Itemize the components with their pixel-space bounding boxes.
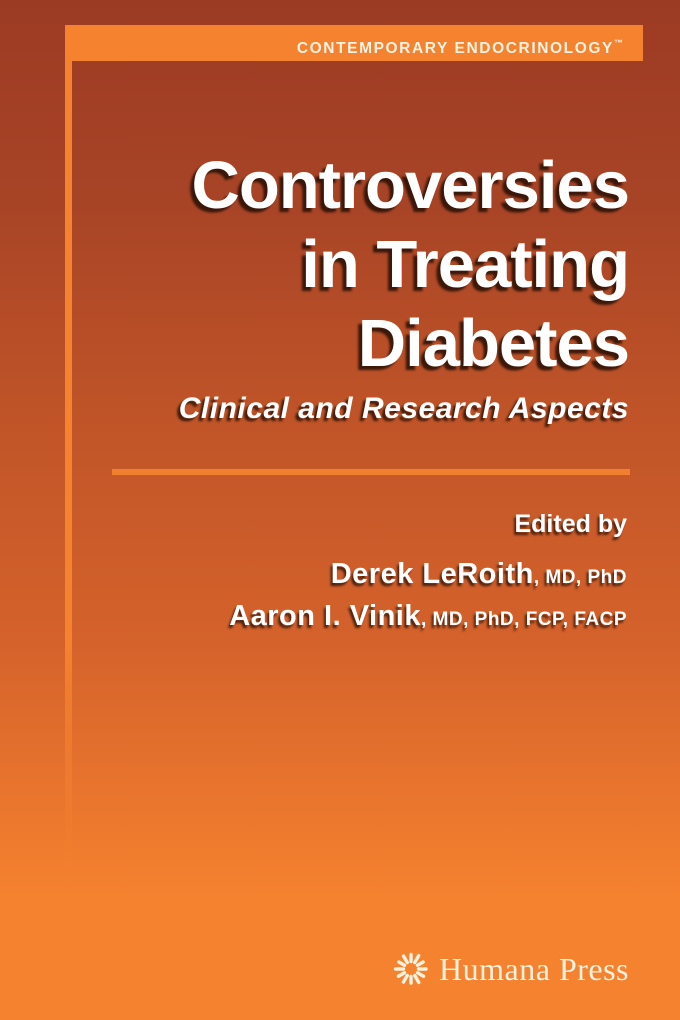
trademark-symbol: ™ <box>614 38 623 48</box>
editors-list <box>229 558 627 642</box>
title-line-2: in Treating <box>301 227 629 302</box>
series-banner-label: CONTEMPORARY ENDOCRINOLOGY <box>296 40 614 57</box>
editor-row <box>229 558 627 591</box>
editor-credentials: , MD, PhD <box>533 567 627 588</box>
book-title <box>191 146 629 383</box>
editor-name: Derek LeRoith <box>330 558 534 590</box>
publisher-logo <box>392 950 629 988</box>
editor-row <box>229 600 627 633</box>
publisher-name: Humana Press <box>439 950 629 987</box>
separator-line <box>112 469 630 475</box>
edited-by-label: Edited by <box>514 510 627 538</box>
editor-name: Aaron I. Vinik <box>229 600 421 632</box>
title-line-1: Controversies <box>191 148 629 223</box>
book-subtitle: Clinical and Research Aspects <box>178 392 629 425</box>
editor-credentials: , MD, PhD, FCP, FACP <box>420 609 627 630</box>
left-accent-line <box>65 61 72 891</box>
series-banner <box>65 25 643 61</box>
starburst-icon <box>392 950 430 988</box>
title-line-3: Diabetes <box>357 306 629 381</box>
